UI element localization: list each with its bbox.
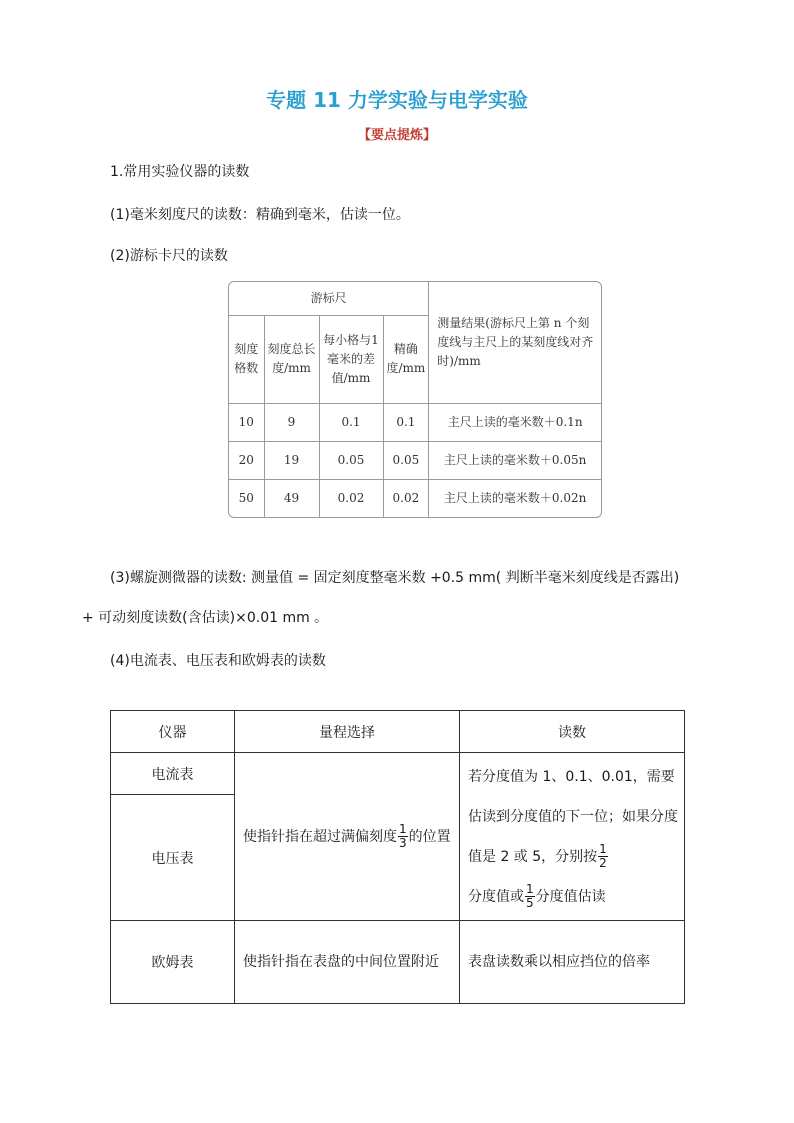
paragraph-ruler-reading: (1)毫米刻度尺的读数：精确到毫米，估读一位。	[110, 207, 410, 223]
cell-precision: 0.05	[383, 441, 429, 479]
cell-length: 9	[264, 403, 319, 441]
cell-range-ammeter-voltmeter	[235, 753, 460, 921]
table-row	[229, 403, 601, 441]
header-vernier-scale: 游标尺	[229, 282, 429, 315]
page-title: 专题 11 力学实验与电学实验	[266, 88, 528, 112]
paragraph-meters: (4)电流表、电压表和欧姆表的读数	[110, 653, 326, 669]
cell-reading-ohmmeter: 表盘读数乘以相应挡位的倍率	[460, 921, 685, 1004]
range-text: 的位置	[408, 828, 451, 845]
fraction-numerator: 1	[399, 822, 407, 836]
cell-precision: 0.02	[383, 480, 429, 517]
fraction-denominator: 5	[526, 896, 534, 910]
cell-ammeter: 电流表	[111, 753, 235, 795]
reading-text: 若分度值为 1、0.1、0.01，需要估读到分度值的下一位；如果分度值是 2 或 5，分别按	[468, 768, 678, 865]
section-subtitle: 【要点提炼】	[357, 128, 436, 143]
header-total-length: 刻度总长度/mm	[264, 315, 319, 403]
cell-voltmeter: 电压表	[111, 795, 235, 921]
fraction-denominator: 3	[399, 836, 407, 850]
fraction-one-half	[598, 843, 608, 870]
cell-difference: 0.05	[319, 441, 383, 479]
cell-difference: 0.02	[319, 480, 383, 517]
cell-precision: 0.1	[383, 403, 429, 441]
header-range-selection: 量程选择	[235, 711, 460, 753]
cell-result: 主尺上读的毫米数＋0.05n	[429, 441, 601, 479]
cell-length: 49	[264, 480, 319, 517]
cell-result: 主尺上读的毫米数＋0.02n	[429, 480, 601, 517]
fraction-one-fifth	[525, 883, 535, 910]
table-row	[229, 441, 601, 479]
header-difference: 每小格与1毫米的差值/mm	[319, 315, 383, 403]
header-reading: 读数	[460, 711, 685, 753]
cell-difference: 0.1	[319, 403, 383, 441]
meter-reading-table	[110, 710, 685, 1004]
paragraph-instrument-readings: 1.常用实验仪器的读数	[110, 164, 250, 180]
cell-divisions: 20	[229, 441, 264, 479]
cell-divisions: 10	[229, 403, 264, 441]
cell-length: 19	[264, 441, 319, 479]
paragraph-micrometer-line1: (3)螺旋测微器的读数: 测量值 = 固定刻度整毫米数 +0.5 mm( 判断半毫米刻度线是否露出)	[110, 570, 680, 586]
header-instrument: 仪器	[111, 711, 235, 753]
cell-reading-ammeter-voltmeter	[460, 753, 685, 921]
reading-text: 分度值估读	[535, 888, 606, 905]
paragraph-vernier-caliper: (2)游标卡尺的读数	[110, 248, 228, 264]
reading-text: 分度值或	[468, 888, 524, 905]
header-measurement-result: 测量结果(游标尺上第 n 个刻度线与主尺上的某刻度线对齐时)/mm	[429, 282, 601, 403]
fraction-numerator: 1	[599, 842, 607, 856]
table-row	[229, 480, 601, 517]
cell-ohmmeter: 欧姆表	[111, 921, 235, 1004]
fraction-one-third	[398, 823, 408, 850]
cell-range-ohmmeter: 使指针指在表盘的中间位置附近	[235, 921, 460, 1004]
header-precision: 精确度/mm	[383, 315, 429, 403]
cell-result: 主尺上读的毫米数＋0.1n	[429, 403, 601, 441]
vernier-caliper-table	[228, 281, 602, 518]
header-divisions: 刻度格数	[229, 315, 264, 403]
fraction-numerator: 1	[526, 882, 534, 896]
range-text: 使指针指在超过满偏刻度	[243, 828, 397, 845]
paragraph-micrometer-line2: + 可动刻度读数(含估读)×0.01 mm 。	[82, 610, 329, 626]
fraction-denominator: 2	[599, 856, 607, 870]
cell-divisions: 50	[229, 480, 264, 517]
